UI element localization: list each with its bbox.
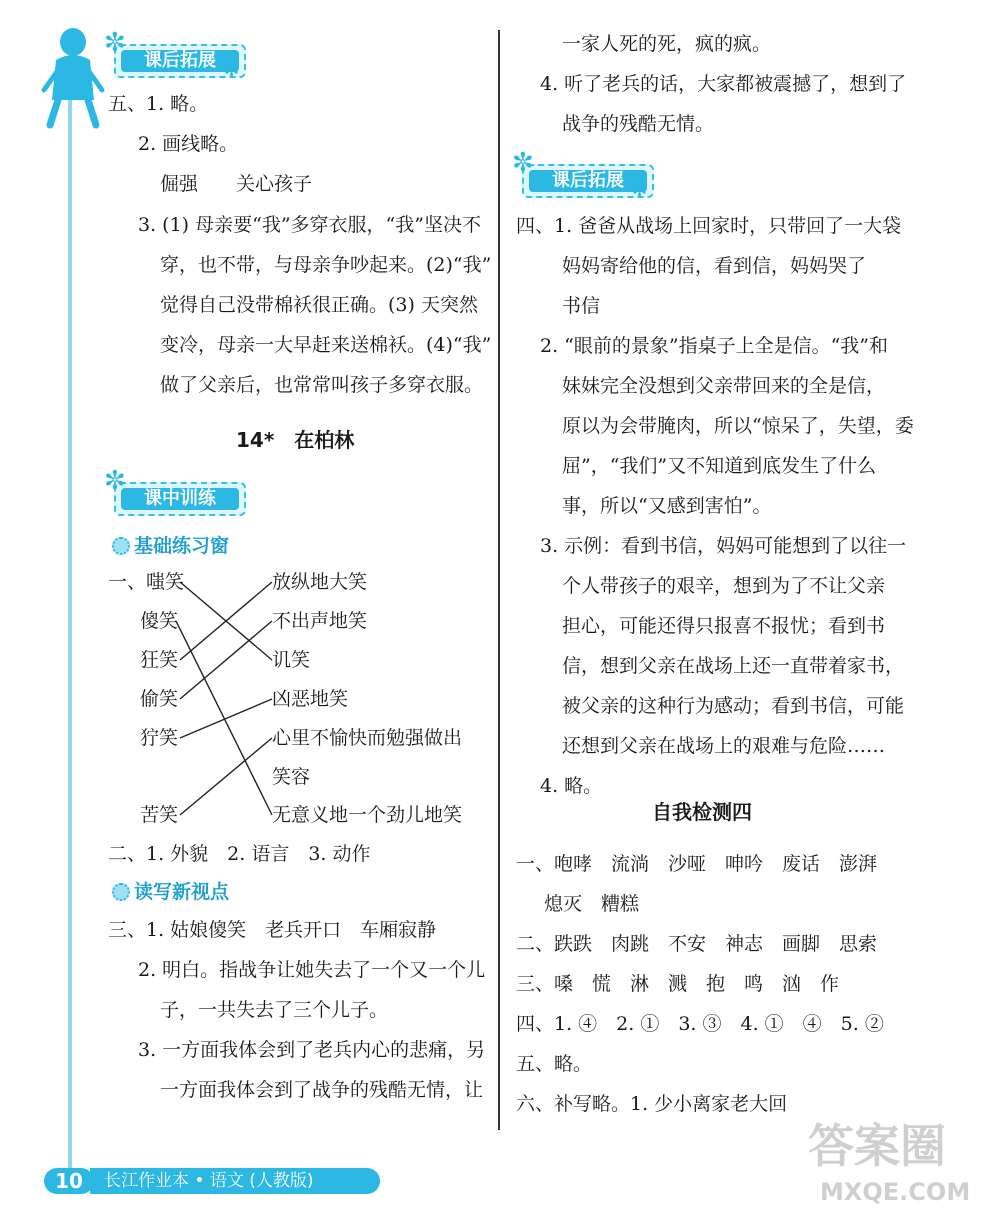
book-title: 长江作业本 • 语文 (人教版): [90, 1168, 380, 1194]
test-line: 二、跌跌 肉跳 不安 神志 画脚 思索: [516, 933, 878, 955]
match-left-item: 偷笑: [140, 688, 179, 710]
match-left-item: 一、嗤笑: [108, 571, 185, 593]
flower-icon: ✼: [632, 180, 648, 201]
q5-1: 五、1. 略。: [108, 93, 209, 115]
q4-4: 4. 略。: [540, 775, 603, 797]
self-test-title: 自我检测四: [652, 800, 752, 824]
flower-icon: ✼: [224, 60, 240, 81]
q5-3-line: 觉得自己没带棉袄很正确。(3) 天突然: [160, 294, 478, 316]
match-right-item: 心里不愉快而勉强做出: [272, 727, 463, 749]
q3-1: 三、1. 姑娘傻笑 老兵开口 车厢寂静: [108, 919, 437, 941]
q4-3-line: 3. 示例：看到书信，妈妈可能想到了以往一: [540, 535, 907, 557]
q3-3-line: 3. 一方面我体会到了老兵内心的悲痛，另: [138, 1039, 486, 1061]
lesson-title: 14* 在柏林: [236, 428, 355, 452]
q4-2-line: 原以为会带腌肉，所以“惊呆了，失望，委: [562, 415, 914, 437]
test-line: 四、1. ④ 2. ① 3. ③ 4. ① ④ 5. ②: [516, 1013, 884, 1035]
watermark-url: MXQE.COM: [820, 1178, 971, 1206]
section-read-write: [112, 880, 229, 904]
banner-label: 课中训练: [121, 488, 239, 510]
flower-icon: ✼: [104, 466, 126, 496]
q4-2-line: 妹妹完全没想到父亲带回来的全是信，: [562, 375, 886, 397]
match-right-item: 无意义地一个劲儿地笑: [272, 804, 463, 826]
test-line: 五、略。: [516, 1053, 593, 1075]
section-label: 基础练习窗: [134, 535, 230, 557]
q4-2-line: 2. “眼前的景象”指桌子上全是信。“我”和: [540, 335, 889, 357]
section-label: 读写新视点: [134, 881, 230, 903]
match-left-item: 狞笑: [140, 727, 179, 749]
match-left-item: 狂笑: [140, 649, 179, 671]
watermark-logo: 答案圈: [808, 1119, 946, 1173]
q2: 二、1. 外貌 2. 语言 3. 动作: [108, 843, 371, 865]
page-number: 10: [44, 1168, 94, 1194]
match-line: [176, 621, 272, 815]
match-line: [180, 738, 272, 815]
matching-lines: [0, 0, 500, 900]
test-line: 六、补写略。1. 少小离家老大回: [516, 1093, 788, 1115]
q3-2-line: 子，一共失去了三个儿子。: [160, 999, 389, 1021]
banner-label: 课后拓展: [121, 50, 239, 72]
q4-3-line: 个人带孩子的艰辛，想到为了不让父亲: [562, 575, 886, 597]
q5-2: 2. 画线略。: [138, 133, 239, 155]
q3-3-line: 一方面我体会到了战争的残酷无情，让: [160, 1079, 484, 1101]
match-right-item: 不出声地笑: [272, 610, 368, 632]
q5-3-line: 穿，也不带，与母亲争吵起来。(2)“我”: [160, 254, 492, 276]
q4-1-line: 书信: [562, 295, 601, 317]
q5-3-line: 3. (1) 母亲要“我”多穿衣服，“我”坚决不: [138, 214, 481, 236]
match-line: [180, 621, 272, 699]
r-line: 战争的残酷无情。: [562, 113, 715, 135]
match-left-item: 苦笑: [140, 804, 179, 826]
match-right-item: 凶恶地笑: [272, 688, 349, 710]
test-line: 熄灭 糟糕: [544, 893, 640, 915]
section-bullet-icon: [112, 883, 130, 901]
r-line: 一家人死的死，疯的疯。: [562, 33, 772, 55]
match-left-item: 傻笑: [140, 610, 179, 632]
q4-3-line: 被父亲的这种行为感动；看到书信，可能: [562, 695, 905, 717]
q5-2-answer: 倔强 关心孩子: [160, 173, 313, 195]
test-line: 一、咆哮 流淌 沙哑 呻吟 废话 澎湃: [516, 853, 878, 875]
q4-3-line: 还想到父亲在战场上的艰难与危险……: [562, 735, 886, 757]
q3-2-line: 2. 明白。指战争让她失去了一个又一个儿: [138, 959, 486, 981]
flower-icon: ✼: [104, 28, 126, 58]
q5-3-line: 做了父亲后，也常常叫孩子多穿衣服。: [160, 374, 484, 396]
test-line: 三、嗓 慌 淋 溅 抱 鸣 汹 作: [516, 973, 840, 995]
q4-1-line: 妈妈寄给他的信，看到信，妈妈哭了: [562, 255, 867, 277]
flower-icon: ✼: [512, 148, 534, 178]
r-line: 4. 听了老兵的话，大家都被震撼了，想到了: [540, 73, 907, 95]
match-line: [180, 699, 272, 738]
q4-3-line: 担心，可能还得只报喜不报忧；看到书: [562, 615, 886, 637]
match-right-item: 讥笑: [272, 649, 311, 671]
banner-label: 课后拓展: [529, 170, 647, 192]
q4-1-line: 四、1. 爸爸从战场上回家时，只带回了一大袋: [516, 215, 902, 237]
q4-2-line: 事，所以“又感到害怕”。: [562, 495, 772, 517]
match-right-item: 笑容: [272, 766, 311, 788]
q5-3-line: 变冷，母亲一大早赶来送棉袄。(4)“我”: [160, 334, 492, 356]
q4-2-line: 屈”，“我们”又不知道到底发生了什么: [562, 455, 877, 477]
match-right-item: 放纵地大笑: [272, 571, 368, 593]
page-footer: [44, 1168, 344, 1194]
q4-3-line: 信，想到父亲在战场上还一直带着家书，: [562, 655, 905, 677]
